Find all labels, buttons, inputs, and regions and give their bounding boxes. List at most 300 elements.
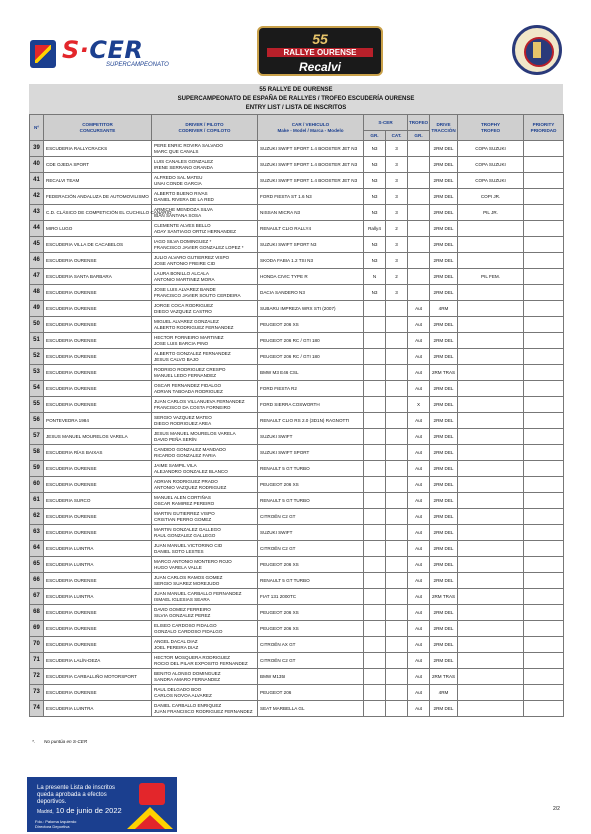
entry-scer-group xyxy=(364,333,386,349)
entry-scer-category: 3 xyxy=(386,285,408,301)
entry-crew xyxy=(152,637,258,653)
entry-car: PEUGEOT 206 RC / GTI 180 xyxy=(258,333,364,349)
entry-scer-category xyxy=(386,429,408,445)
entry-trofeo-group: Aut xyxy=(408,365,430,381)
entry-priority xyxy=(524,365,564,381)
entry-car: RENAULT CLIO RS 2.0 (3D1N) RAGNOTTI xyxy=(258,413,364,429)
entry-crew xyxy=(152,685,258,701)
entry-codriver: CARLOS NOVOA ALVAREZ xyxy=(154,692,212,698)
entry-number: 54 xyxy=(30,381,44,397)
entry-scer-group: Rally4 xyxy=(364,221,386,237)
entry-drive: 2RM DEL xyxy=(430,157,458,173)
table-row xyxy=(30,637,564,653)
entry-driver: HECTOR MOSQUERA RODRIGUEZ xyxy=(154,654,230,660)
table-row xyxy=(30,605,564,621)
entry-trophy: PIL FEM. xyxy=(458,269,524,285)
logo-word-b: CER xyxy=(89,36,144,64)
entry-number: 52 xyxy=(30,349,44,365)
table-row xyxy=(30,669,564,685)
entry-scer-group xyxy=(364,509,386,525)
entry-drive: 2RM DEL xyxy=(430,477,458,493)
col-trophy: TROPHY TROFEO xyxy=(458,115,524,141)
entry-competitor: ESCUDERIA OURENSE xyxy=(44,349,152,365)
entry-scer-category: 3 xyxy=(386,189,408,205)
entry-priority xyxy=(524,605,564,621)
entry-trofeo-group: Aut xyxy=(408,653,430,669)
stamp-city: Madrid, xyxy=(37,809,54,815)
entry-car: SUZUKI SWIFT xyxy=(258,429,364,445)
entry-car: PEUGEOT 206 XS xyxy=(258,317,364,333)
entry-trofeo-group xyxy=(408,157,430,173)
entry-trofeo-group: Aut xyxy=(408,445,430,461)
entry-driver: BENITO ALONSO DOMINGUEZ xyxy=(154,670,221,676)
entry-drive: 2RM DEL xyxy=(430,141,458,157)
entry-trofeo-group: Aut xyxy=(408,605,430,621)
entry-priority xyxy=(524,509,564,525)
entry-car: FORD SIERRA COSWORTH xyxy=(258,397,364,413)
entry-trophy: COPA SUZUKI xyxy=(458,157,524,173)
entry-trophy xyxy=(458,525,524,541)
entry-scer-group: N3 xyxy=(364,205,386,221)
entry-number: 64 xyxy=(30,541,44,557)
entry-competitor: ESCUDERIA LUINTRA xyxy=(44,557,152,573)
entry-competitor: ESCUDERIA OURENSE xyxy=(44,365,152,381)
entry-crew xyxy=(152,573,258,589)
entry-drive: 4RM xyxy=(430,685,458,701)
entry-drive: 2RM DEL xyxy=(430,701,458,717)
entry-drive: 2RM DEL xyxy=(430,525,458,541)
entry-drive: 2RM DEL xyxy=(430,637,458,653)
table-row xyxy=(30,317,564,333)
entry-driver: MARCO ANTONIO MONTERO ROJO xyxy=(154,558,232,564)
entry-crew xyxy=(152,237,258,253)
entry-scer-group xyxy=(364,429,386,445)
entry-crew xyxy=(152,221,258,237)
entry-drive: 2RM DEL xyxy=(430,541,458,557)
entry-crew xyxy=(152,701,258,717)
entry-trofeo-group xyxy=(408,285,430,301)
entry-competitor: ESCUDERIA LUINTRA xyxy=(44,701,152,717)
entry-scer-category xyxy=(386,477,408,493)
entry-car: SUZUKI SWIFT SPORT N3 xyxy=(258,237,364,253)
entry-number: 57 xyxy=(30,429,44,445)
entry-codriver: ADRIAN TABOADA RODRIGUEZ xyxy=(154,388,223,394)
entry-crew xyxy=(152,525,258,541)
entry-crew xyxy=(152,269,258,285)
entry-car: PEUGEOT 206 XS xyxy=(258,477,364,493)
entry-priority xyxy=(524,557,564,573)
entry-scer-group xyxy=(364,349,386,365)
col-competitor: COMPETITOR CONCURSANTE xyxy=(44,115,152,141)
table-row xyxy=(30,445,564,461)
entry-car: CITROËN C2 GT xyxy=(258,653,364,669)
entry-trophy xyxy=(458,221,524,237)
entry-trophy xyxy=(458,701,524,717)
entry-drive: 2RM DEL xyxy=(430,605,458,621)
title-line-2: SUPERCAMPEONATO DE ESPAÑA DE RALLYES / TROFEO ESCUDERÍA OURENSE xyxy=(177,96,415,102)
entry-car: NISSAN MICRA N3 xyxy=(258,205,364,221)
entry-trofeo-group xyxy=(408,269,430,285)
entry-competitor: ESCUDERIA OURENSE xyxy=(44,573,152,589)
entry-scer-group xyxy=(364,557,386,573)
entry-driver: CANDIDO GONZALEZ MANDADO xyxy=(154,446,226,452)
entry-codriver: CRISTIAN PERRO GOMEZ xyxy=(154,516,212,522)
entry-trofeo-group: Aut xyxy=(408,333,430,349)
entry-scer-group xyxy=(364,685,386,701)
entry-codriver: GONZALO CARDOSO FIDALGO xyxy=(154,628,223,634)
entry-number: 53 xyxy=(30,365,44,381)
entry-codriver: ANTONIO MARTINEZ MORA xyxy=(154,276,215,282)
entry-codriver: IRENE SERRANO GRANDA xyxy=(154,164,213,170)
entry-priority xyxy=(524,701,564,717)
entry-priority xyxy=(524,525,564,541)
entry-driver: MANUEL ALEN CORTIÑAS xyxy=(154,494,211,500)
entry-trofeo-group xyxy=(408,205,430,221)
table-row xyxy=(30,493,564,509)
entry-scer-category xyxy=(386,701,408,717)
document-title xyxy=(29,84,563,114)
entry-competitor: ESCUDERIA CARBALLIÑO MOTORSPORT xyxy=(44,669,152,685)
entry-scer-category xyxy=(386,509,408,525)
entry-codriver: SERGIO SUAREZ MOREJUDO xyxy=(154,580,220,586)
entry-number: 45 xyxy=(30,237,44,253)
entry-priority xyxy=(524,669,564,685)
entry-trofeo-group xyxy=(408,173,430,189)
entry-scer-category xyxy=(386,333,408,349)
entry-trophy: COPI JR. xyxy=(458,189,524,205)
entry-trophy xyxy=(458,429,524,445)
entry-number: 50 xyxy=(30,317,44,333)
entry-car: RENAULT 5 GT TURBO xyxy=(258,461,364,477)
entry-trophy xyxy=(458,253,524,269)
entry-car: DACIA SANDERO N3 xyxy=(258,285,364,301)
col-driver: DRIVER / PILOTO CODRIVER / COPILOTO xyxy=(152,115,258,141)
entry-driver: JAIME SAMPIL VILA xyxy=(154,462,197,468)
entry-trofeo-group: Aut xyxy=(408,349,430,365)
col-priority: PRIORITY PRIORIDAD xyxy=(524,115,564,141)
entry-trophy xyxy=(458,685,524,701)
table-row xyxy=(30,477,564,493)
table-row xyxy=(30,573,564,589)
entry-codriver: DANIEL RIVERA DE LA RED xyxy=(154,196,214,202)
entry-trofeo-group: Aut xyxy=(408,541,430,557)
entry-crew xyxy=(152,429,258,445)
table-row xyxy=(30,461,564,477)
entry-codriver: FRANCISCO DA COSTA FORNEIRO xyxy=(154,404,231,410)
entry-trophy: PIL JR. xyxy=(458,205,524,221)
entry-competitor: ESCUDERIA VILLA DE CACABELOS xyxy=(44,237,152,253)
entry-drive: 2RM DEL xyxy=(430,205,458,221)
entry-crew xyxy=(152,317,258,333)
entry-scer-category xyxy=(386,301,408,317)
entry-number: 44 xyxy=(30,221,44,237)
entry-trofeo-group: Aut xyxy=(408,493,430,509)
entry-crew xyxy=(152,477,258,493)
table-row xyxy=(30,397,564,413)
entry-priority xyxy=(524,685,564,701)
entry-number: 62 xyxy=(30,509,44,525)
entry-number: 41 xyxy=(30,173,44,189)
entry-trofeo-group: Aut xyxy=(408,317,430,333)
entry-number: 61 xyxy=(30,493,44,509)
entry-trofeo-group: Aut xyxy=(408,621,430,637)
entry-driver: ALBERTO BUENO RIVAS xyxy=(154,190,208,196)
entry-competitor: RECALVI TEAM xyxy=(44,173,152,189)
entry-priority xyxy=(524,317,564,333)
entry-codriver: DIEGO VAZQUEZ CASTRO xyxy=(154,308,212,314)
entry-number: 71 xyxy=(30,653,44,669)
entry-crew xyxy=(152,605,258,621)
entry-car: BMW M135I xyxy=(258,669,364,685)
entry-competitor: FEDERACIÓN ANDALUZA DE AUTOMOVILISMO xyxy=(44,189,152,205)
entry-crew xyxy=(152,349,258,365)
entry-car: PEUGEOT 206 xyxy=(258,685,364,701)
entry-number: 69 xyxy=(30,621,44,637)
entry-codriver: RICARDO GONZALEZ FARIA xyxy=(154,452,216,458)
entry-crew xyxy=(152,445,258,461)
footnote xyxy=(32,739,87,744)
table-row xyxy=(30,365,564,381)
entry-trophy xyxy=(458,637,524,653)
entry-competitor: ESCUDERIA RÍAS BAIXAS xyxy=(44,445,152,461)
col-car: CAR / VEHICULO Make - Model / Marca - Modelo xyxy=(258,115,364,141)
entry-trophy xyxy=(458,573,524,589)
entry-trophy xyxy=(458,237,524,253)
entry-drive: 2RM DEL xyxy=(430,397,458,413)
entry-scer-group xyxy=(364,653,386,669)
entry-car: SUZUKI SWIFT SPORT 1.4 BOOSTER JET N3 xyxy=(258,173,364,189)
entry-drive: 2RM TRAS xyxy=(430,365,458,381)
entry-scer-group xyxy=(364,445,386,461)
entry-driver: SERGIO VAZQUEZ MATEO xyxy=(154,414,212,420)
entry-competitor: ESCUDERIA LUINTRA xyxy=(44,541,152,557)
entry-number: 72 xyxy=(30,669,44,685)
entry-crew xyxy=(152,141,258,157)
entry-competitor: ESCUDERIA OURENSE xyxy=(44,605,152,621)
entry-priority xyxy=(524,141,564,157)
entry-scer-group xyxy=(364,541,386,557)
entry-trophy xyxy=(458,381,524,397)
entry-driver: IAGO SILVA DOMINGUEZ * xyxy=(154,238,212,244)
table-row xyxy=(30,589,564,605)
table-row xyxy=(30,525,564,541)
entry-competitor: PONTEVEDRA 1984 xyxy=(44,413,152,429)
table-row xyxy=(30,205,564,221)
entry-drive: 2RM DEL xyxy=(430,445,458,461)
entry-driver: LAURA BONILLO ALCALA xyxy=(154,270,209,276)
entry-number: 65 xyxy=(30,557,44,573)
entry-list-table xyxy=(29,114,564,717)
entry-driver: JORGE COCA RODRIGUEZ xyxy=(154,302,213,308)
entry-scer-group xyxy=(364,493,386,509)
entry-drive: 2RM DEL xyxy=(430,317,458,333)
entry-driver: JULIO ALVARO GUTIERREZ VISPO xyxy=(154,254,230,260)
entry-trophy xyxy=(458,621,524,637)
table-row xyxy=(30,253,564,269)
entry-scer-group xyxy=(364,301,386,317)
entry-competitor: ESCUDERIA OURENSE xyxy=(44,301,152,317)
entry-drive: 2RM DEL xyxy=(430,381,458,397)
entry-crew xyxy=(152,461,258,477)
entry-trofeo-group: Aut xyxy=(408,413,430,429)
entry-trophy xyxy=(458,445,524,461)
entry-drive: 2RM DEL xyxy=(430,653,458,669)
entry-scer-category xyxy=(386,381,408,397)
entry-number: 55 xyxy=(30,397,44,413)
entry-car: CITROËN C2 GT xyxy=(258,541,364,557)
entry-trophy xyxy=(458,509,524,525)
entry-competitor: ESCUDERIA OURENSE xyxy=(44,461,152,477)
entry-car: CITROËN AX GT xyxy=(258,637,364,653)
entry-trofeo-group xyxy=(408,221,430,237)
entry-driver: DANIEL CARBALLO ENRIQUEZ xyxy=(154,702,222,708)
table-row xyxy=(30,173,564,189)
entry-competitor: ESCUDERIA OURENSE xyxy=(44,381,152,397)
entry-scer-category xyxy=(386,653,408,669)
entry-drive: 2RM DEL xyxy=(430,573,458,589)
entry-drive: 2RM DEL xyxy=(430,285,458,301)
entry-driver: JUAN CARLOS VILLANUEVA FERNANDEZ xyxy=(154,398,245,404)
entry-car: SUZUKI SWIFT SPORT 1.4 BOOSTER JET N3 xyxy=(258,141,364,157)
entry-scer-category xyxy=(386,557,408,573)
entry-scer-group: N3 xyxy=(364,253,386,269)
entry-codriver: RAUL GONZALEZ GALLEGO xyxy=(154,532,216,538)
entry-codriver: ROCIO DEL PILAR EXPOSITO FERNANDEZ xyxy=(154,660,248,666)
entry-trophy xyxy=(458,333,524,349)
entry-driver: ALFREDO SAL MATEU xyxy=(154,174,203,180)
entry-trophy xyxy=(458,541,524,557)
entry-priority xyxy=(524,413,564,429)
entry-trofeo-group: Aut xyxy=(408,573,430,589)
logo-event: RALLYE OURENSE xyxy=(267,48,373,57)
entry-driver: JESUS MANUEL MOURELOS VARELA xyxy=(154,430,236,436)
entry-codriver: MANUEL LEDO FERNANDEZ xyxy=(154,372,217,378)
entry-number: 68 xyxy=(30,605,44,621)
entry-car: PEUGEOT 206 XS xyxy=(258,557,364,573)
table-row xyxy=(30,141,564,157)
table-row xyxy=(30,221,564,237)
entry-competitor: ESCUDERIA OURENSE xyxy=(44,685,152,701)
escuderia-ourense-emblem-icon xyxy=(512,25,562,75)
entry-priority xyxy=(524,205,564,221)
entry-scer-group: N3 xyxy=(364,173,386,189)
entry-scer-category xyxy=(386,413,408,429)
entry-trofeo-group xyxy=(408,253,430,269)
entry-trophy xyxy=(458,589,524,605)
entry-priority xyxy=(524,189,564,205)
entry-scer-category xyxy=(386,397,408,413)
entry-scer-category: 2 xyxy=(386,221,408,237)
logo-sponsor: Recalvi xyxy=(298,60,342,74)
entry-codriver: FRANCISCO JAVIER GONZALEZ LOPEZ * xyxy=(154,244,244,250)
table-row xyxy=(30,653,564,669)
entry-trophy xyxy=(458,669,524,685)
table-row xyxy=(30,349,564,365)
entry-scer-group xyxy=(364,669,386,685)
entry-trofeo-group xyxy=(408,189,430,205)
entry-car: RENAULT CLIO RALLY4 xyxy=(258,221,364,237)
entry-scer-category xyxy=(386,669,408,685)
entry-car: FORD FIESTA R2 xyxy=(258,381,364,397)
entry-competitor: ESCUDERIA OURENSE xyxy=(44,621,152,637)
entry-scer-group: N xyxy=(364,269,386,285)
entry-scer-category xyxy=(386,589,408,605)
entry-codriver: JUAN FRANCISCO RODRIGUEZ FERNANDEZ xyxy=(154,708,253,714)
entry-driver: ELISEO CARDOSO FIDALGO xyxy=(154,622,217,628)
entry-driver: LUIS CANALES GONZALEZ xyxy=(154,158,213,164)
col-scer-gr: GR. xyxy=(364,131,386,141)
entry-codriver: ALBERTO RODRIGUEZ FERNANDEZ xyxy=(154,324,234,330)
table-row xyxy=(30,685,564,701)
entry-crew xyxy=(152,157,258,173)
entry-trofeo-group: Aut xyxy=(408,557,430,573)
entry-competitor: ESCUDERIA OURENSE xyxy=(44,509,152,525)
entry-drive: 4RM xyxy=(430,301,458,317)
entry-drive: 2RM DEL xyxy=(430,557,458,573)
entry-priority xyxy=(524,589,564,605)
entry-priority xyxy=(524,237,564,253)
entry-driver: HECTOR FORNEIRO MARTINEZ xyxy=(154,334,224,340)
entry-crew xyxy=(152,301,258,317)
entry-driver: RODRIGO RODRIGUEZ CRESPO xyxy=(154,366,226,372)
entry-codriver: JOSE LUIS BARCIA PINO xyxy=(154,340,209,346)
entry-trofeo-group: Aut xyxy=(408,461,430,477)
entry-crew xyxy=(152,381,258,397)
entry-number: 60 xyxy=(30,477,44,493)
entry-scer-category xyxy=(386,349,408,365)
entry-trophy xyxy=(458,493,524,509)
table-row xyxy=(30,429,564,445)
entry-priority xyxy=(524,253,564,269)
entry-crew xyxy=(152,253,258,269)
entry-scer-category: 2 xyxy=(386,269,408,285)
entry-scer-group: N3 xyxy=(364,189,386,205)
entry-crew xyxy=(152,413,258,429)
entry-trophy xyxy=(458,317,524,333)
entry-scer-group xyxy=(364,397,386,413)
entry-driver: ARMICHE MENDOZA SILVA xyxy=(154,206,213,212)
entry-crew xyxy=(152,189,258,205)
logo-word-a: S· xyxy=(62,36,90,64)
entry-number: 56 xyxy=(30,413,44,429)
table-row xyxy=(30,509,564,525)
entry-scer-category: 3 xyxy=(386,173,408,189)
entry-priority xyxy=(524,157,564,173)
entry-competitor: ESCUDERIA SANTA BARBARA xyxy=(44,269,152,285)
entry-trofeo-group: Aut xyxy=(408,525,430,541)
entry-driver: MARTIN GONZALEZ GALLEGO xyxy=(154,526,221,532)
entry-priority xyxy=(524,173,564,189)
entry-trophy xyxy=(458,285,524,301)
entry-number: 49 xyxy=(30,301,44,317)
entry-driver: JUAN MANUEL VICTORINO CID xyxy=(154,542,223,548)
entry-number: 73 xyxy=(30,685,44,701)
entry-drive: 2RM DEL xyxy=(430,173,458,189)
entry-crew xyxy=(152,589,258,605)
entry-car: PEUGEOT 206 XS xyxy=(258,621,364,637)
entry-number: 46 xyxy=(30,253,44,269)
entry-scer-group xyxy=(364,365,386,381)
entry-scer-category xyxy=(386,493,408,509)
entry-drive: 2RM DEL xyxy=(430,621,458,637)
entry-car: CITROËN C2 GT xyxy=(258,509,364,525)
entry-competitor: ESCUDERIA OURENSE xyxy=(44,333,152,349)
entry-scer-group xyxy=(364,589,386,605)
entry-priority xyxy=(524,573,564,589)
entry-scer-category xyxy=(386,461,408,477)
entry-trofeo-group: Aut xyxy=(408,669,430,685)
entry-drive: 2RM DEL xyxy=(430,221,458,237)
